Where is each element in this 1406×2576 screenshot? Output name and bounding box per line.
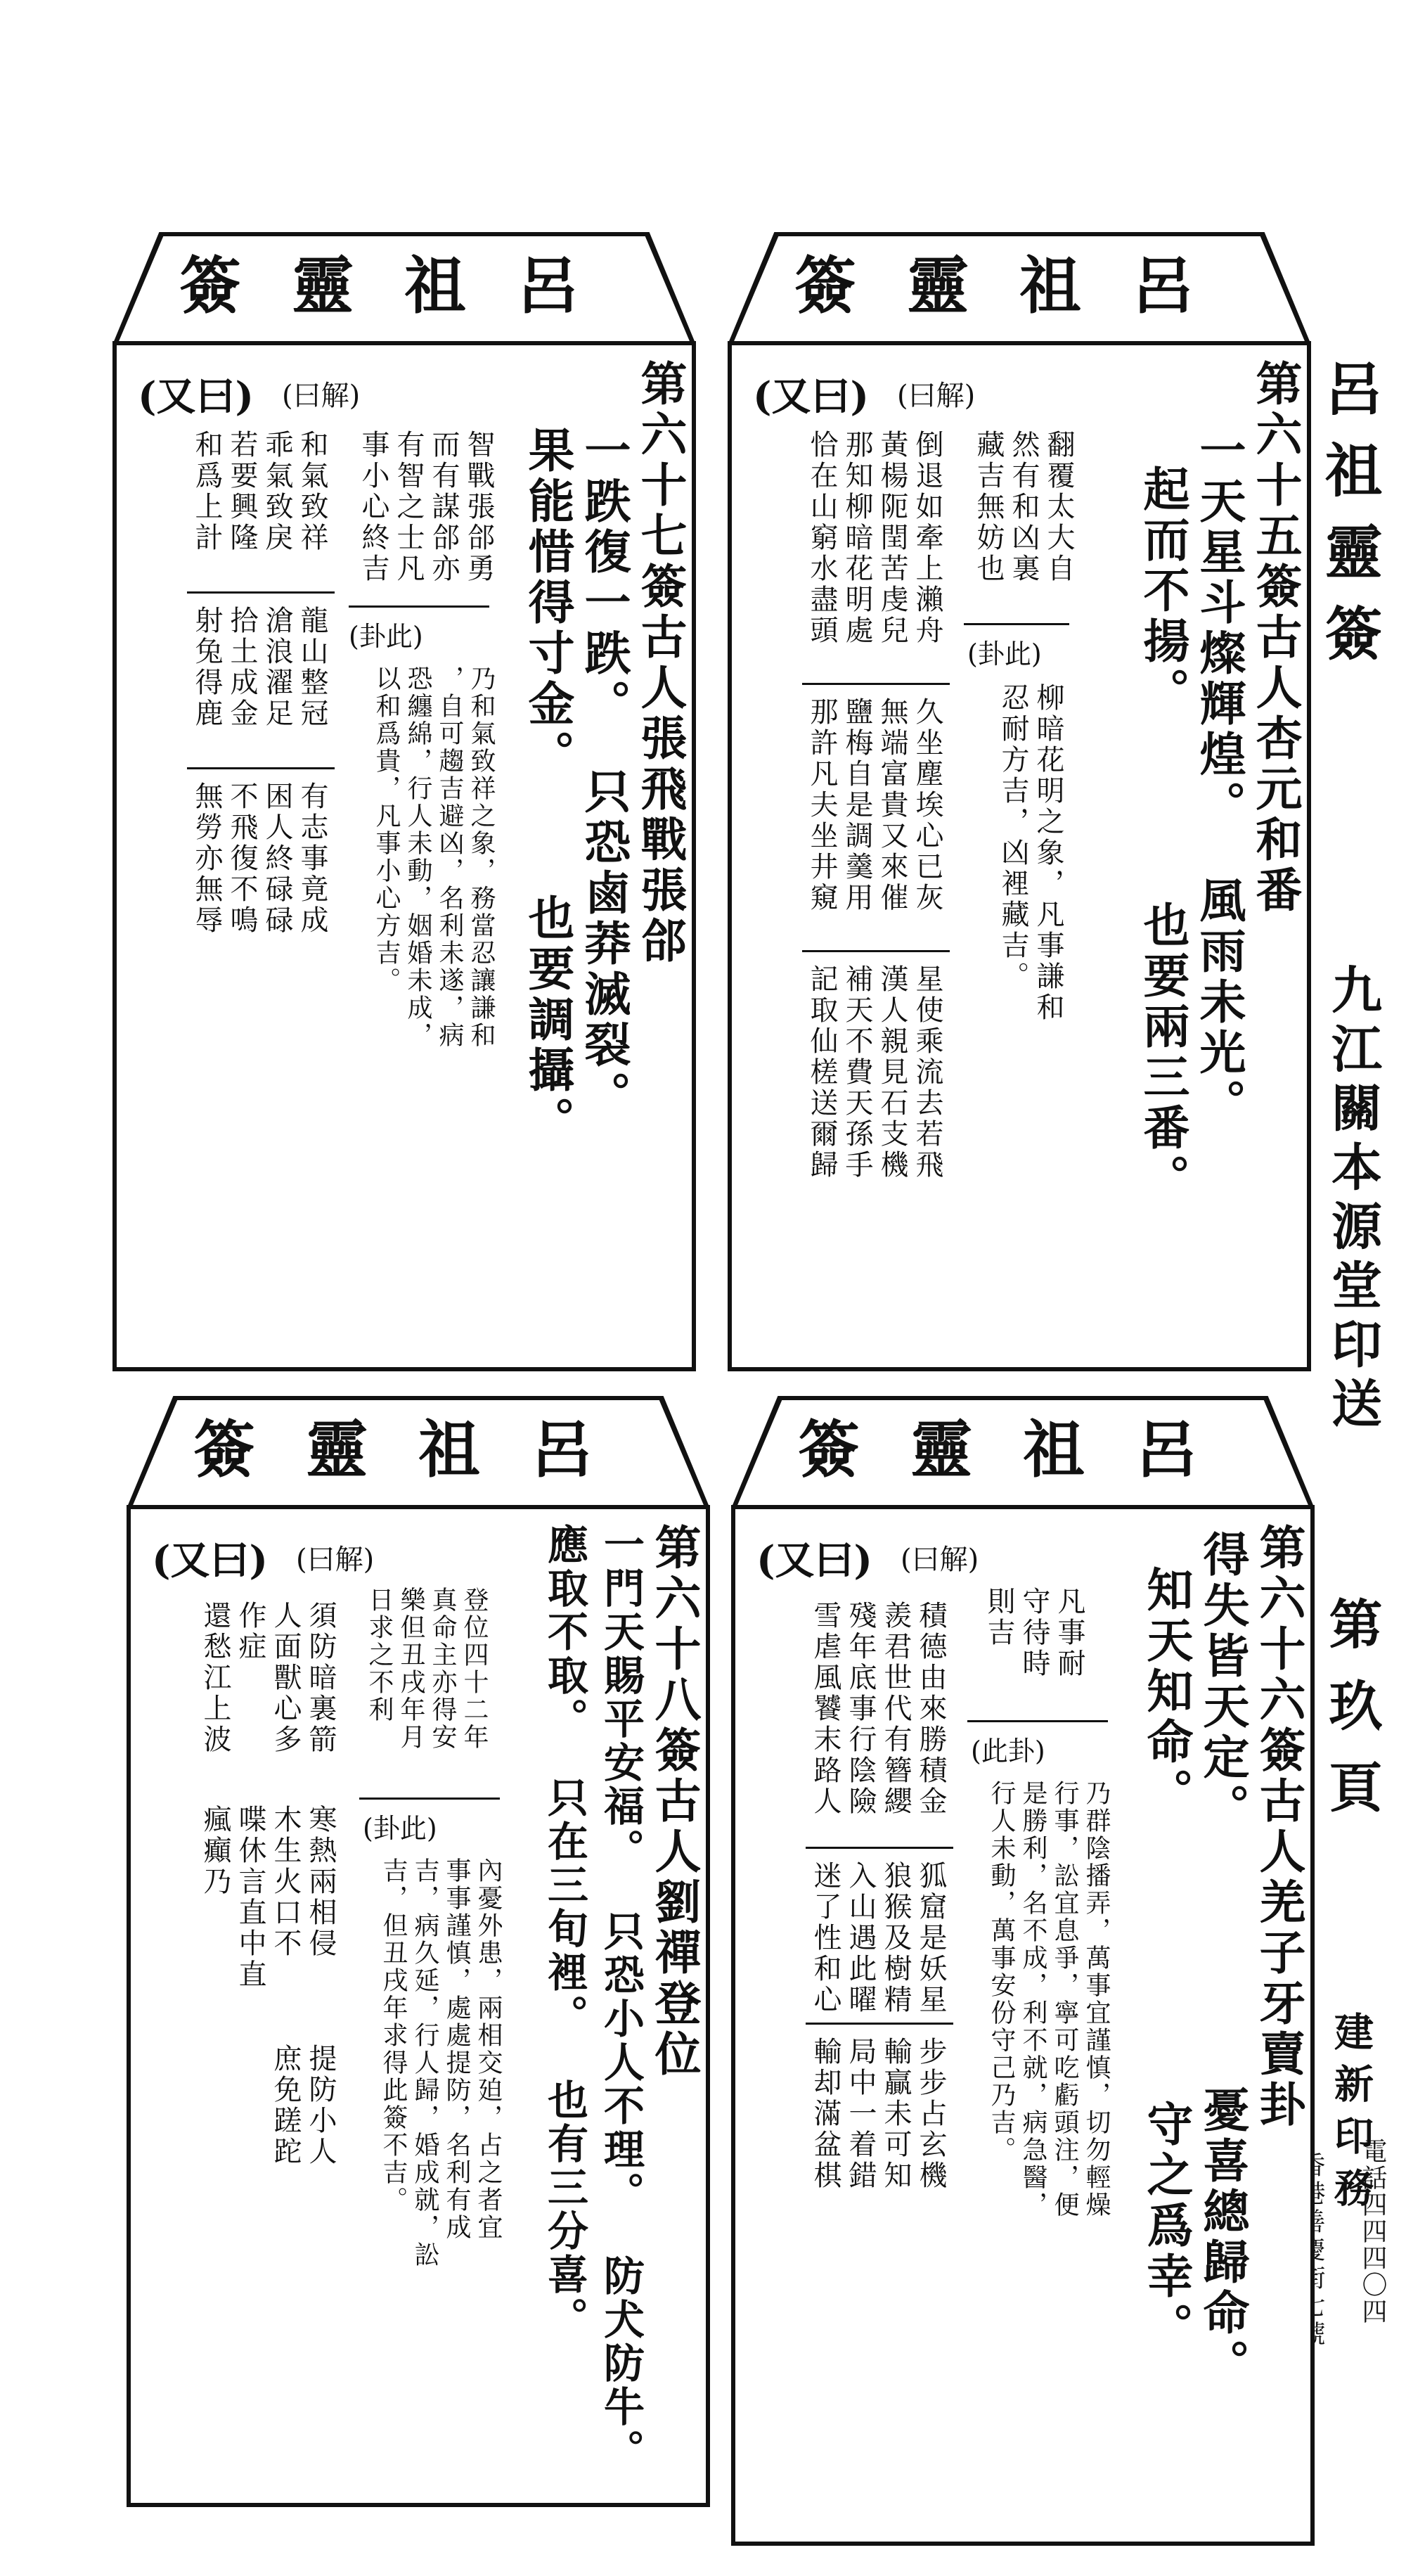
gua-line-1: 乃群陰播弄，萬事宜謹慎，切勿輕燥	[1082, 1780, 1111, 2219]
explanation-divider	[967, 1720, 1108, 1722]
verse-col-1: 倒退如牽上瀨舟	[911, 430, 943, 646]
verse-col-4: 雪虐風饕末路人	[809, 1601, 841, 1817]
verse-col-3: 殘年底事行陰險	[844, 1601, 877, 1817]
verse-col-10: 輸贏未可知	[879, 2037, 912, 2191]
poem-line-5: 只在三旬裡。	[541, 1776, 588, 2038]
verse-col-12: 輸却滿盆棋	[809, 2037, 841, 2191]
explanation-line-2: 守待時	[1018, 1587, 1050, 1679]
verse-col-12: 記取仙槎送爾歸	[806, 964, 838, 1181]
lot-card-66	[731, 1396, 1315, 2546]
card-body	[731, 1505, 1315, 2546]
explanation-line-3: 有智之士凡	[392, 430, 425, 584]
card-title: 呂祖靈簽	[179, 249, 629, 322]
verse-col-5: 寒熱兩相侵	[304, 1805, 337, 1959]
page-number: 第玖頁	[1320, 1596, 1383, 1841]
poem-line-6: 也有三分喜。	[541, 2079, 588, 2340]
explanation-line-3: 樂但丑戌年月	[396, 1587, 425, 1751]
verse-col-4: 恰在山窮水盡頭	[806, 430, 838, 646]
explanation-line-1: 智戰張郃勇	[463, 430, 495, 584]
lot-heading: 第六十八簽古人劉禪登位	[647, 1523, 702, 2080]
verse-col-9: 星使乘流去若飛	[911, 964, 943, 1181]
gua-line-4: 以和爲貴，凡事小心方吉。	[372, 665, 401, 994]
poem-line-1: 得失皆天定。	[1195, 1530, 1250, 1834]
explanation-line-1: 翻覆太大自	[1043, 430, 1075, 584]
gua-line-4: 行人未動，萬事安份守己乃吉。	[987, 1780, 1016, 2164]
lot-heading: 第六十七簽古人張飛戰張郃	[633, 359, 688, 967]
verse-col-11: 補天不費天孫手	[841, 964, 873, 1181]
verse-col-11: 不飛復不鳴	[226, 781, 258, 936]
verse-col-7: 入山遇此曜	[844, 1861, 877, 2016]
card-title: 呂祖靈簽	[797, 1413, 1248, 1486]
poem-line-4: 也要調攝。	[520, 894, 575, 1147]
jie-yue-label: (曰解)	[897, 380, 976, 412]
verse-col-9: 步步占玄機	[915, 2037, 947, 2191]
verse-col-11: 局中一着錯	[844, 2037, 877, 2191]
you-yue-label: (又曰)	[753, 373, 869, 420]
verse-col-6: 無端富貴又來催	[876, 697, 908, 914]
verse-col-7: 拾土成金	[226, 605, 258, 729]
explanation-divider	[349, 605, 489, 608]
verse-col-4: 和爲上計	[191, 430, 223, 553]
verse-col-3: 作症	[234, 1601, 266, 1662]
gua-label: (此卦)	[971, 1736, 1045, 1767]
verse-col-6: 木生火口不	[269, 1805, 302, 1959]
explanation-line-1: 登位四十二年	[460, 1587, 489, 1751]
explanation-line-2: 真命主亦得安	[428, 1587, 457, 1751]
verse-col-10: 漢人親見石支機	[876, 964, 908, 1181]
verse-col-8: 那許凡夫坐井窺	[806, 697, 838, 914]
verse-col-5: 龍山整冠	[296, 605, 328, 729]
explanation-line-4: 事小心終吉	[357, 430, 389, 584]
card-body	[728, 341, 1311, 1371]
gua-line-4: 吉，但丑戌年求得此簽不吉。	[379, 1857, 408, 2214]
verse-col-2: 人面獸心多	[269, 1601, 302, 1755]
verse-col-7: 喋休言直中直	[234, 1805, 266, 1990]
verse-col-6: 狼猴及樹精	[879, 1861, 912, 2016]
explanation-line-2: 然有和凶裏	[1007, 430, 1040, 584]
poem-line-3: 知天知命。	[1139, 1565, 1194, 1819]
explanation-line-2: 而有謀郃亦	[427, 430, 460, 584]
poem-line-2: 只恐鹵莽滅裂。	[576, 767, 631, 1122]
poem-line-4: 守之爲幸。	[1139, 2100, 1194, 2353]
verse-col-10: 庶免蹉跎	[269, 2044, 302, 2167]
verse-col-1: 積德由來勝積金	[915, 1601, 947, 1817]
poem-line-2: 風雨未光。	[1192, 876, 1246, 1129]
publisher-name: 建新印務	[1328, 2011, 1374, 2219]
verse-col-1: 須防暗裏箭	[304, 1601, 337, 1755]
gua-label: (卦此)	[363, 1813, 437, 1844]
verse-divider-1	[187, 591, 335, 594]
card-title: 呂祖靈簽	[193, 1413, 643, 1486]
verse-col-4: 還愁江上波	[199, 1601, 231, 1755]
collection-title: 呂祖靈簽	[1315, 359, 1383, 685]
verse-col-3: 若要興隆	[226, 430, 258, 553]
poem-line-2: 只恐小人不理。	[597, 1910, 645, 2215]
verse-col-9: 提防小人	[304, 2044, 337, 2167]
explanation-line-4: 日求之不利	[365, 1587, 394, 1724]
verse-col-6: 滄浪濯足	[261, 605, 293, 729]
publisher-phone: 電話四四四〇四	[1358, 2138, 1387, 2325]
printer-credit: 九江關本源堂印送	[1323, 963, 1383, 1436]
gua-line-3: 是勝利，名不成，利不就，病急醫，	[1019, 1780, 1047, 2219]
gua-line-3: 恐纏綿，行人未動，姻婚未成，	[404, 665, 432, 1049]
verse-divider-1	[806, 1847, 953, 1849]
lot-heading: 第六十五簽古人杏元和番	[1248, 359, 1303, 916]
you-yue-label: (又曰)	[152, 1537, 268, 1584]
poem-line-3: 起而不揚。	[1135, 465, 1190, 718]
verse-col-12: 無勞亦無辱	[191, 781, 223, 936]
jie-yue-label: (曰解)	[282, 380, 361, 412]
poem-line-4: 應取不取。	[541, 1523, 588, 1741]
verse-col-2: 乖氣致戾	[261, 430, 293, 553]
gua-line-1: 乃和氣致祥之象，務當忍讓謙和	[467, 665, 496, 1049]
jie-yue-label: (曰解)	[901, 1544, 979, 1576]
verse-divider-1	[802, 683, 950, 685]
you-yue-label: (又曰)	[756, 1537, 872, 1584]
poem-line-1: 一天星斗燦輝煌。	[1192, 426, 1246, 831]
gua-line-3: 吉，病久延，行人歸，婚成就，訟	[411, 1857, 439, 2269]
explanation-line-3: 則吉	[983, 1587, 1015, 1648]
verse-col-8: 迷了性和心	[809, 1861, 841, 2016]
verse-divider-2	[187, 767, 335, 769]
verse-col-9: 有志事竟成	[296, 781, 328, 936]
gua-line-2: 行事，訟宜息爭，寧可吃虧頭注，便	[1050, 1780, 1079, 2219]
verse-col-8: 射兔得鹿	[191, 605, 223, 729]
verse-divider-2	[806, 2023, 953, 2025]
gua-label: (卦此)	[349, 621, 423, 652]
explanation-line-3: 藏吉無妨也	[972, 430, 1005, 584]
poem-line-2: 憂喜總歸命。	[1195, 2086, 1250, 2390]
lot-heading: 第六十六簽古人羌子牙賣卦	[1251, 1523, 1306, 2131]
verse-col-7: 鹽梅自是調羹用	[841, 697, 873, 914]
gua-line-2: 事事謹慎，處處提防，名利有成	[442, 1857, 471, 2241]
verse-col-1: 和氣致祥	[296, 430, 328, 553]
card-body	[112, 341, 696, 1371]
lot-card-68	[127, 1396, 710, 2507]
explanation-divider	[359, 1798, 500, 1800]
verse-col-8: 瘋癲乃	[199, 1805, 231, 1897]
gua-line-2: ，自可趨吉避凶，名利未遂，病	[435, 665, 464, 1049]
gua-label: (卦此)	[967, 639, 1042, 669]
poem-line-3: 防犬防牛。	[597, 2255, 645, 2473]
card-body	[127, 1505, 710, 2507]
gua-line-1: 柳暗花明之象，凡事謙和	[1032, 683, 1064, 1023]
gua-line-1: 內憂外患，兩相交廹，占之者宜	[474, 1857, 503, 2241]
poem-line-4: 也要兩三番。	[1135, 901, 1190, 1205]
explanation-divider	[964, 623, 1069, 625]
poem-line-1: 一跌復一跌。	[576, 426, 631, 730]
verse-col-10: 困人終碌碌	[261, 781, 293, 936]
jie-yue-label: (曰解)	[296, 1544, 375, 1576]
verse-col-2: 黃楊阨閏苦虔兒	[876, 430, 908, 646]
poem-line-1: 一門天賜平安福。	[597, 1523, 645, 1872]
verse-divider-2	[802, 950, 950, 952]
card-title: 呂祖靈簽	[794, 249, 1244, 322]
lot-card-67	[112, 232, 696, 1371]
gua-line-2: 忍耐方吉，凶裡藏吉。	[997, 683, 1029, 992]
verse-col-5: 狐窟是妖星	[915, 1861, 947, 2016]
you-yue-label: (又曰)	[138, 373, 254, 420]
verse-col-2: 羨君世代有簪纓	[879, 1601, 912, 1817]
verse-col-5: 久坐塵埃心已灰	[911, 697, 943, 914]
lot-card-65	[728, 232, 1311, 1371]
explanation-line-1: 凡事耐	[1053, 1587, 1085, 1679]
poem-line-3: 果能惜得寸金。	[520, 426, 575, 781]
verse-col-3: 那知柳暗花明處	[841, 430, 873, 646]
